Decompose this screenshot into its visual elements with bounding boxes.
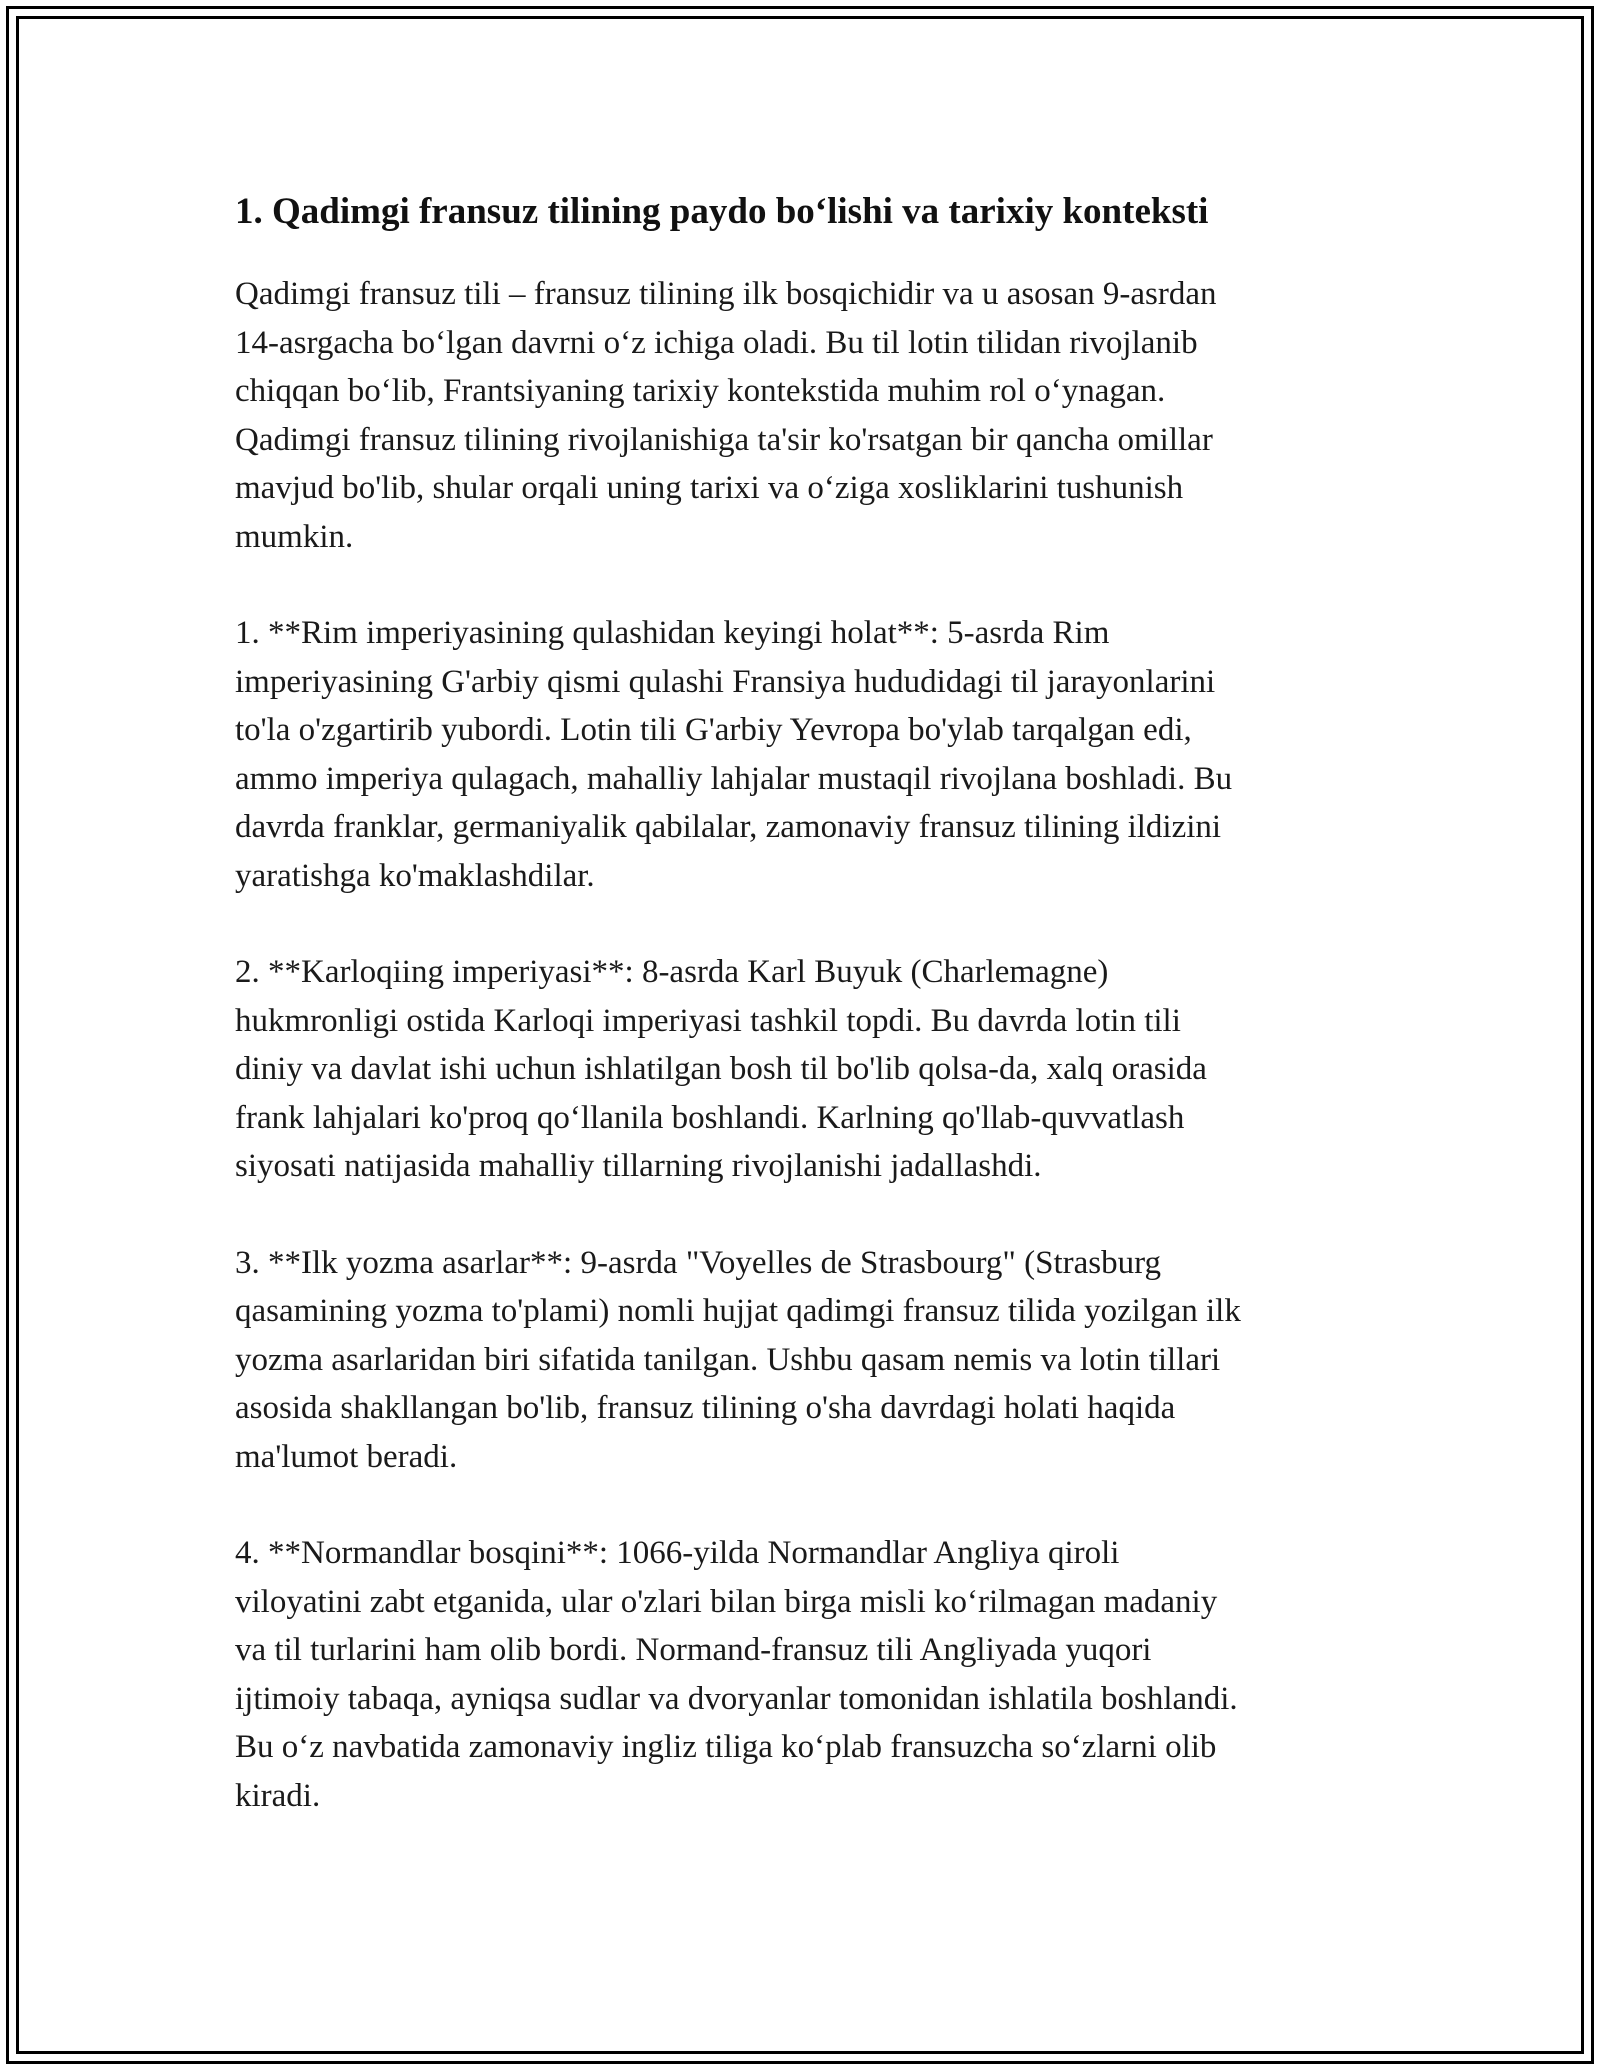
paragraph-line: mavjud bo'lib, shular orqali uning tarixi va o‘ziga xosliklarini tushunish (235, 470, 1184, 506)
paragraph-line: to'la o'zgartirib yubordi. Lotin tili G'arbiy Yevropa bo'ylab tarqalgan edi, (235, 712, 1192, 748)
document-title: 1. Qadimgi fransuz tilining paydo bo‘lishi va tarixiy konteksti (235, 191, 1209, 232)
paragraph-line: mumkin. (235, 518, 354, 555)
paragraph-line: 4. **Normandlar bosqini**: 1066-yilda Normandlar Angliya qiroli (235, 1535, 1120, 1571)
paragraph-line: diniy va davlat ishi uchun ishlatilgan bosh til bo'lib qolsa-da, xalq orasida (235, 1051, 1207, 1087)
paragraph-line: hukmronligi ostida Karloqi imperiyasi tashkil topdi. Bu davrda lotin tili (235, 1002, 1181, 1039)
paragraph-point-3 (235, 1239, 1385, 1482)
paragraph-line: ammo imperiya qulagach, mahalliy lahjalar mustaqil rivojlana boshladi. Bu (235, 760, 1233, 797)
paragraph-line: davrda franklar, germaniyalik qabilalar, zamonaviy fransuz tilining ildizini (235, 809, 1222, 845)
paragraph-line: ma'lumot beradi. (235, 1438, 458, 1475)
paragraph-line: yozma asarlaridan biri sifatida tanilgan. Ushbu qasam nemis va lotin tillari (235, 1341, 1221, 1378)
paragraph-line: siyosati natijasida mahalliy tillarning rivojlanishi jadallashdi. (235, 1148, 1042, 1184)
paragraph-line: 2. **Karloqiing imperiyasi**: 8-asrda Karl Buyuk (Charlemagne) (235, 954, 1109, 990)
paragraph-line: chiqqan bo‘lib, Frantsiyaning tarixiy kontekstida muhim rol o‘ynagan. (235, 373, 1166, 409)
paragraph-line: Qadimgi fransuz tili – fransuz tilining ilk bosqichidir va u asosan 9-asrdan (235, 276, 1217, 312)
paragraph-line: va til turlarini ham olib bordi. Normand-fransuz tili Angliyada yuqori (235, 1632, 1152, 1668)
paragraph-line: Bu o‘z navbatida zamonaviy ingliz tiliga ko‘plab fransuzcha so‘zlarni olib (235, 1729, 1217, 1765)
paragraph-line: Qadimgi fransuz tilining rivojlanishiga ta'sir ko'rsatgan bir qancha omillar (235, 421, 1213, 458)
paragraph-line: 1. **Rim imperiyasining qulashidan keyingi holat**: 5-asrda Rim (235, 615, 1110, 651)
paragraph-line: 3. **Ilk yozma asarlar**: 9-asrda "Voyelles de Strasbourg" (Strasburg (235, 1244, 1161, 1281)
paragraph-line: kiradi. (235, 1777, 321, 1814)
paragraph-line: viloyatini zabt etganida, ular o'zlari bilan birga misli ko‘rilmagan madaniy (235, 1583, 1218, 1620)
paragraph-line: ijtimoiy tabaqa, ayniqsa sudlar va dvoryanlar tomonidan ishlatila boshlandi. (235, 1680, 1238, 1717)
paragraph-line: asosida shakllangan bo'lib, fransuz tilining o'sha davrdagi holati haqida (235, 1390, 1176, 1426)
paragraph-line: 14-asrgacha bo‘lgan davrni o‘z ichiga oladi. Bu til lotin tilidan rivojlanib (235, 324, 1198, 361)
document-page (235, 186, 1385, 1868)
paragraph-line: yaratishga ko'maklashdilar. (235, 857, 595, 894)
paragraph-line: imperiyasining G'arbiy qismi qulashi Fransiya hududidagi til jarayonlarini (235, 663, 1216, 700)
paragraph-intro (235, 270, 1385, 561)
paragraph-line: frank lahjalari ko'proq qo‘llanila boshlandi. Karlning qo'llab-quvvatlash (235, 1099, 1185, 1136)
paragraph-point-1 (235, 609, 1385, 900)
paragraph-point-4 (235, 1529, 1385, 1820)
paragraph-point-2 (235, 948, 1385, 1191)
paragraph-line: qasamining yozma to'plami) nomli hujjat qadimgi fransuz tilida yozilgan ilk (235, 1293, 1241, 1329)
